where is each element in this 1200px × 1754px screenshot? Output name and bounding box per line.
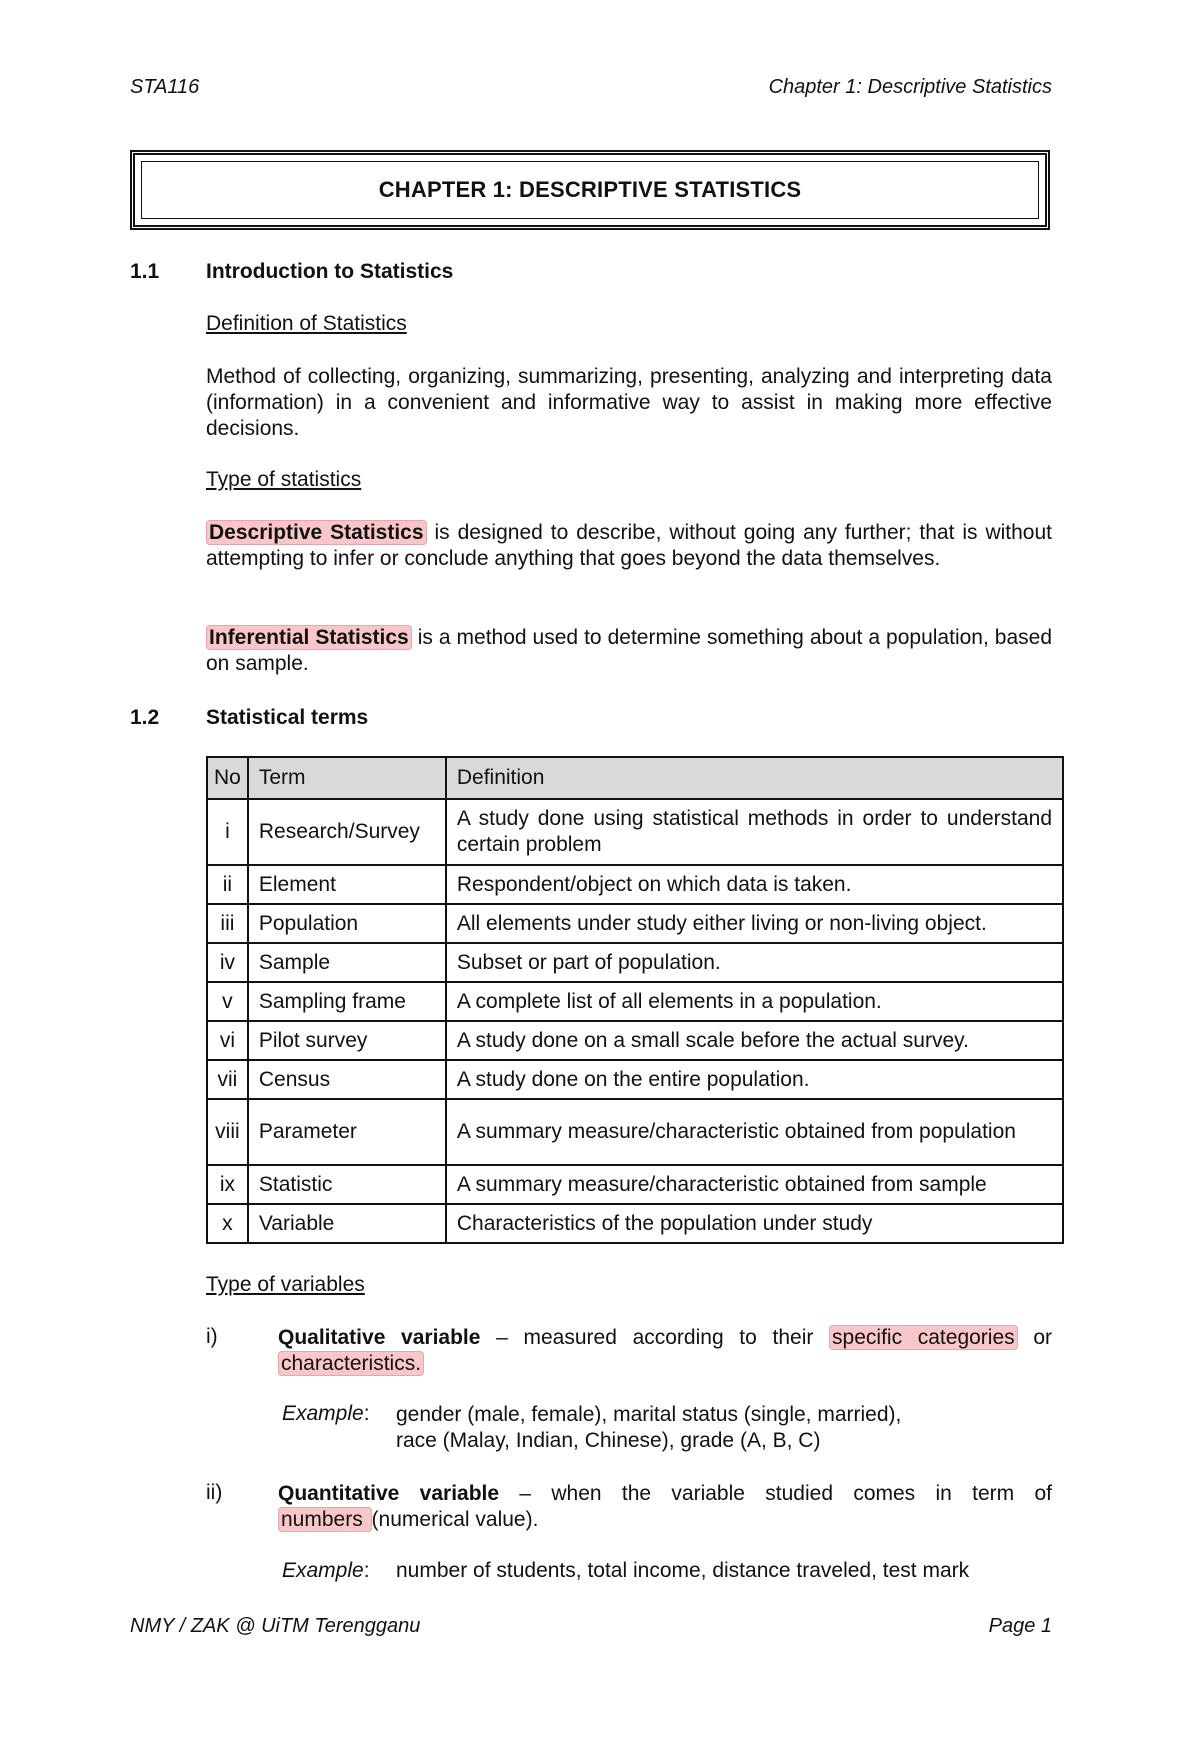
row-no: i [207,799,248,865]
row-definition: A study done using statistical methods in order to understand certain problem [446,799,1063,865]
row-definition: A summary measure/characteristic obtained from sample [446,1165,1063,1204]
row-no: x [207,1204,248,1243]
descriptive-text: is designed to describe, without going any further; that is without attempting to infer or conclude anything that goes beyond the data themselves. [206,521,1052,570]
quantitative-example-line-1: number of students, total income, distance traveled, test mark [396,1559,970,1582]
qualitative-line-2 [278,1351,1052,1377]
table-row [207,799,1063,865]
row-term: Pilot survey [248,1021,446,1060]
row-term: Element [248,865,446,904]
running-header-course: STA116 [130,76,200,98]
header-definition: Definition [446,757,1063,799]
row-no: viii [207,1099,248,1165]
descriptive-paragraph [206,520,1052,572]
qualitative-example-label: Example [282,1402,364,1425]
qualitative-label: i) [206,1325,218,1348]
type-of-variables-heading: Type of variables [206,1273,365,1296]
inferential-term-highlight: Inferential Statistics [206,625,412,650]
table-row [207,1060,1063,1099]
row-no: vii [207,1060,248,1099]
table-row [207,904,1063,943]
row-no: ix [207,1165,248,1204]
qualitative-example-colon: : [363,1402,370,1425]
qualitative-highlight-1: specific categories [829,1325,1018,1350]
definition-text: Method of collecting, organizing, summarizing, presenting, analyzing and interpreting data (information) in a convenient and informative way to assist in making more effective decisions. [206,365,1052,440]
qualitative-example [396,1402,901,1454]
table-row [207,1099,1063,1165]
table-row [207,943,1063,982]
quantitative-line-1 [278,1481,1052,1507]
qualitative-text-2: or [1017,1326,1053,1349]
quantitative-highlight: numbers [278,1507,372,1532]
running-header-chapter: Chapter 1: Descriptive Statistics [768,76,1052,98]
row-no: vi [207,1021,248,1060]
row-term: Census [248,1060,446,1099]
row-term: Sample [248,943,446,982]
table-row [207,865,1063,904]
quantitative-label: ii) [206,1481,223,1504]
row-definition: A summary measure/characteristic obtained from population [446,1099,1063,1165]
qualitative-term: Qualitative variable [278,1326,481,1349]
quantitative-example-colon: : [363,1559,370,1582]
row-term: Parameter [248,1099,446,1165]
footer-page: Page 1 [988,1615,1052,1637]
row-term: Variable [248,1204,446,1243]
definition-heading: Definition of Statistics [206,312,407,335]
table-row [207,982,1063,1021]
quantitative-paragraph [278,1481,1052,1533]
row-no: v [207,982,248,1021]
statistical-terms-table [206,756,1064,1244]
table-row [207,1021,1063,1060]
descriptive-term-highlight: Descriptive Statistics [206,520,427,545]
header-term: Term [248,757,446,799]
quantitative-term: Quantitative variable [278,1482,500,1505]
chapter-title-box [130,150,1050,230]
definition-paragraph [206,364,1052,442]
qualitative-example-line-2: race (Malay, Indian, Chinese), grade (A, B, C) [396,1429,821,1452]
section-1-title: Introduction to Statistics [206,260,454,283]
qualitative-example-line-1: gender (male, female), marital status (single, married), [396,1403,902,1426]
row-definition: Subset or part of population. [446,943,1063,982]
row-no: iii [207,904,248,943]
footer-left: NMY / ZAK @ UiTM Terengganu [130,1615,421,1637]
row-definition: All elements under study either living or non-living object. [446,904,1063,943]
qualitative-line-1 [278,1325,1052,1351]
quantitative-example-label-wrap [282,1559,370,1583]
qualitative-paragraph [278,1325,1052,1377]
inferential-paragraph [206,625,1052,677]
quantitative-text-2: (numerical value). [371,1508,539,1531]
table-header-row [207,757,1063,799]
section-2-number: 1.2 [130,706,160,729]
qualitative-example-label-wrap [282,1402,370,1426]
section-2-title: Statistical terms [206,706,369,729]
row-term: Statistic [248,1165,446,1204]
quantitative-example-label: Example [282,1559,364,1582]
qualitative-text-1: – measured according to their [480,1326,830,1349]
quantitative-text-1: – when the variable studied comes in term of [499,1482,1052,1505]
row-term: Sampling frame [248,982,446,1021]
header-no: No [207,757,248,799]
table-row [207,1204,1063,1243]
row-definition: Respondent/object on which data is taken. [446,865,1063,904]
table-row [207,1165,1063,1204]
row-no: ii [207,865,248,904]
qualitative-highlight-2: characteristics. [278,1351,424,1376]
row-definition: Characteristics of the population under study [446,1204,1063,1243]
quantitative-line-2 [278,1507,1052,1533]
row-term: Population [248,904,446,943]
row-definition: A study done on the entire population. [446,1060,1063,1099]
type-of-statistics-heading: Type of statistics [206,468,362,491]
row-no: iv [207,943,248,982]
row-definition: A study done on a small scale before the actual survey. [446,1021,1063,1060]
row-term: Research/Survey [248,799,446,865]
section-1-number: 1.1 [130,260,160,283]
inferential-text: is a method used to determine something about a population, based on sample. [206,626,1053,675]
chapter-title: CHAPTER 1: DESCRIPTIVE STATISTICS [378,177,802,202]
row-definition: A complete list of all elements in a population. [446,982,1063,1021]
